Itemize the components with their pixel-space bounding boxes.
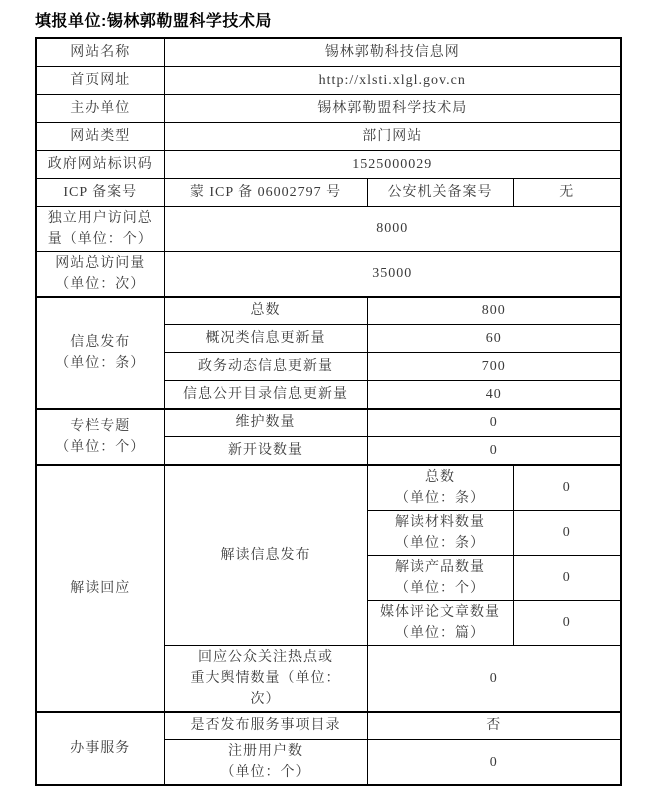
unique-visitors-value: 8000 xyxy=(164,206,621,251)
info-publish-overview-label: 概况类信息更新量 xyxy=(164,325,367,353)
site-name-value: 锡林郭勒科技信息网 xyxy=(164,38,621,66)
report-table xyxy=(35,37,622,786)
info-publish-directory-value: 40 xyxy=(367,381,621,409)
row-site-name xyxy=(36,38,621,66)
columns-maintained-value: 0 xyxy=(367,409,621,437)
columns-topics-group-label: 专栏专题 （单位：个） xyxy=(36,409,164,465)
row-icp xyxy=(36,178,621,206)
info-publish-group-label: 信息发布 （单位：条） xyxy=(36,297,164,409)
organizer-label: 主办单位 xyxy=(36,94,164,122)
registered-users-label: 注册用户数 （单位：个） xyxy=(164,740,367,786)
icp-label: ICP 备案号 xyxy=(36,178,164,206)
services-group-label: 办事服务 xyxy=(36,712,164,786)
site-id-label: 政府网站标识码 xyxy=(36,150,164,178)
total-visits-label: 网站总访问量 （单位：次） xyxy=(36,251,164,297)
icp-value: 蒙 ICP 备 06002797 号 xyxy=(164,178,367,206)
interp-media-value: 0 xyxy=(513,600,621,645)
interp-media-label: 媒体评论文章数量 （单位：篇） xyxy=(367,600,513,645)
columns-maintained-label: 维护数量 xyxy=(164,409,367,437)
registered-users-value: 0 xyxy=(367,740,621,786)
homepage-url-value: http://xlsti.xlgl.gov.cn xyxy=(164,66,621,94)
interpretation-publish-label: 解读信息发布 xyxy=(164,465,367,646)
info-publish-overview-value: 60 xyxy=(367,325,621,353)
site-id-value: 1525000029 xyxy=(164,150,621,178)
info-publish-directory-label: 信息公开目录信息更新量 xyxy=(164,381,367,409)
site-type-label: 网站类型 xyxy=(36,122,164,150)
site-type-value: 部门网站 xyxy=(164,122,621,150)
row-homepage xyxy=(36,66,621,94)
site-name-label: 网站名称 xyxy=(36,38,164,66)
row-site-id xyxy=(36,150,621,178)
row-total-visits xyxy=(36,251,621,297)
info-publish-gov-news-value: 700 xyxy=(367,353,621,381)
organizer-value: 锡林郭勒盟科学技术局 xyxy=(164,94,621,122)
interp-total-label: 总数 （单位：条） xyxy=(367,465,513,511)
columns-new-value: 0 xyxy=(367,437,621,465)
row-unique-visitors xyxy=(36,206,621,251)
unique-visitors-label: 独立用户访问总 量（单位：个） xyxy=(36,206,164,251)
info-publish-total-label: 总数 xyxy=(164,297,367,325)
interpretation-group-label: 解读回应 xyxy=(36,465,164,712)
service-directory-value: 否 xyxy=(367,712,621,740)
police-record-value: 无 xyxy=(513,178,621,206)
row-interp-total xyxy=(36,465,621,511)
interp-materials-label: 解读材料数量 （单位：条） xyxy=(367,510,513,555)
interp-materials-value: 0 xyxy=(513,510,621,555)
row-columns-maintained xyxy=(36,409,621,437)
row-site-type xyxy=(36,122,621,150)
columns-new-label: 新开设数量 xyxy=(164,437,367,465)
police-record-label: 公安机关备案号 xyxy=(367,178,513,206)
row-organizer xyxy=(36,94,621,122)
info-publish-total-value: 800 xyxy=(367,297,621,325)
page-title: 填报单位:锡林郭勒盟科学技术局 xyxy=(35,13,272,30)
info-publish-gov-news-label: 政务动态信息更新量 xyxy=(164,353,367,381)
service-directory-label: 是否发布服务事项目录 xyxy=(164,712,367,740)
interp-products-value: 0 xyxy=(513,555,621,600)
homepage-label: 首页网址 xyxy=(36,66,164,94)
response-hotspots-value: 0 xyxy=(367,645,621,712)
row-info-publish-total xyxy=(36,297,621,325)
total-visits-value: 35000 xyxy=(164,251,621,297)
interp-products-label: 解读产品数量 （单位：个） xyxy=(367,555,513,600)
interp-total-value: 0 xyxy=(513,465,621,511)
response-hotspots-label: 回应公众关注热点或 重大舆情数量（单位： 次） xyxy=(164,645,367,712)
row-service-directory xyxy=(36,712,621,740)
